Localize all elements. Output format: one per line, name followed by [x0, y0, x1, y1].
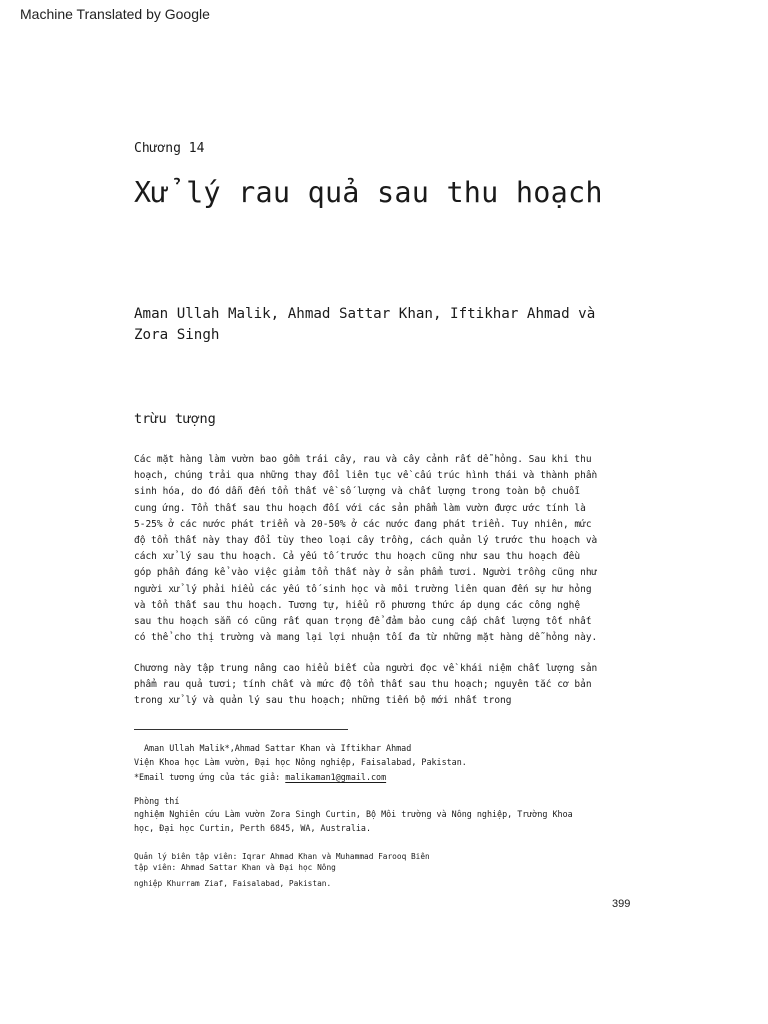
page-number: 399 [612, 898, 631, 910]
footnote-editors-continued [134, 877, 654, 891]
abstract-paragraph-1 [134, 452, 634, 646]
footnote-authors: Aman Ullah Malik*,Ahmad Sattar Khan và Iftikhar Ahmad [144, 743, 412, 753]
email-label: *Email tương ứng của tác giả: [134, 771, 286, 782]
footnote-line: Quản lý biên tập viên: Iqrar Ahmad Khan và Muhammad Farooq Biên [134, 852, 430, 861]
machine-translation-banner: Machine Translated by Google [20, 6, 210, 22]
paragraph-line: sinh hóa, do đó dẫn đến tổn thất về số lượng và chất lượng trong toàn bộ chuỗi [134, 486, 581, 498]
paragraph-line: trong xử lý và quản lý sau thu hoạch; những tiến bộ mới nhất trong [134, 695, 512, 707]
paragraph-line: có thể cho thị trường và mang lại lợi nhuận tối đa từ những mặt hàng dễ hỏng này. [134, 632, 598, 644]
abstract-heading: trừu tượng [134, 411, 216, 427]
footnote-line: nghiệm Nghiên cứu Làm vườn Zora Singh Curtin, Bộ Môi trường và Nông nghiệp, Trường Khoa [134, 809, 573, 820]
paragraph-line: sau thu hoạch sẵn có cũng rất quan trọng để đảm bảo cung cấp chất lượng tốt nhất [134, 616, 592, 628]
paragraph-line: 5-25% ở các nước phát triển và 20-50% ở các nước đang phát triển. Tuy nhiên, mức [134, 518, 592, 530]
email-link[interactable]: malikaman1@gmail.com [285, 771, 387, 782]
abstract-paragraph-2 [134, 661, 634, 710]
footnote-affiliation-2 [134, 795, 654, 835]
footnote-email-line [134, 770, 654, 784]
paragraph-line: cung ứng. Tổn thất sau thu hoạch đối với các sản phẩm làm vườn được ước tính là [134, 502, 586, 514]
author-list: Aman Ullah Malik, Ahmad Sattar Khan, Iftikhar Ahmad và Zora Singh [134, 306, 596, 343]
paragraph-line: Các mặt hàng làm vườn bao gồm trái cây, rau và cây cảnh rất dễ hỏng. Sau khi thu [134, 454, 592, 465]
paragraph-line: cách xử lý sau thu hoạch. Cả yếu tố trước thu hoạch cũng như sau thu hoạch đều [134, 551, 581, 563]
paragraph-line: phẩm rau quả tươi; tính chất và mức độ tổn thất sau thu hoạch; nguyên tắc cơ bản [134, 679, 592, 691]
paragraph-line: người xử lý phải hiểu các yếu tố sinh học và môi trường liên quan đến sự hư hỏng [134, 583, 592, 595]
paragraph-line: Chương này tập trung nâng cao hiểu biết của người đọc về khái niệm chất lượng sản [134, 663, 598, 674]
chapter-title: Xử lý rau quả sau thu hoạch [134, 176, 603, 209]
footnote-affiliation-1 [134, 741, 654, 784]
paragraph-line: và tổn thất sau thu hoạch. Tương tự, hiểu rõ phương thức áp dụng các công nghệ [134, 599, 581, 611]
paragraph-line: độ tổn thất này thay đổi tùy theo loại cây trồng, cách quản lý trước thu hoạch và [134, 535, 598, 547]
footnote-line: tập viên: Ahmad Sattar Khan và Đại học Nông [134, 863, 336, 872]
footnote-divider [134, 729, 348, 730]
footnote-line: nghiệp Khurram Ziaf, Faisalabad, Pakistan. [134, 879, 332, 888]
chapter-label: Chương 14 [134, 141, 205, 156]
footnote-line: học, Đại học Curtin, Perth 6845, WA, Australia. [134, 822, 371, 833]
footnote-institution: Viện Khoa học Làm vườn, Đại học Nông nghiệp, Faisalabad, Pakistan. [134, 757, 467, 768]
footnote-line: Phòng thí [134, 796, 180, 806]
paragraph-line: góp phần đáng kể vào việc giảm tổn thất này ở sản phẩm tươi. Người trồng cũng như [134, 567, 598, 579]
paragraph-line: hoạch, chúng trải qua những thay đổi liên tục về cấu trúc hình thái và thành phần [134, 470, 598, 482]
footnote-editors [134, 851, 654, 873]
